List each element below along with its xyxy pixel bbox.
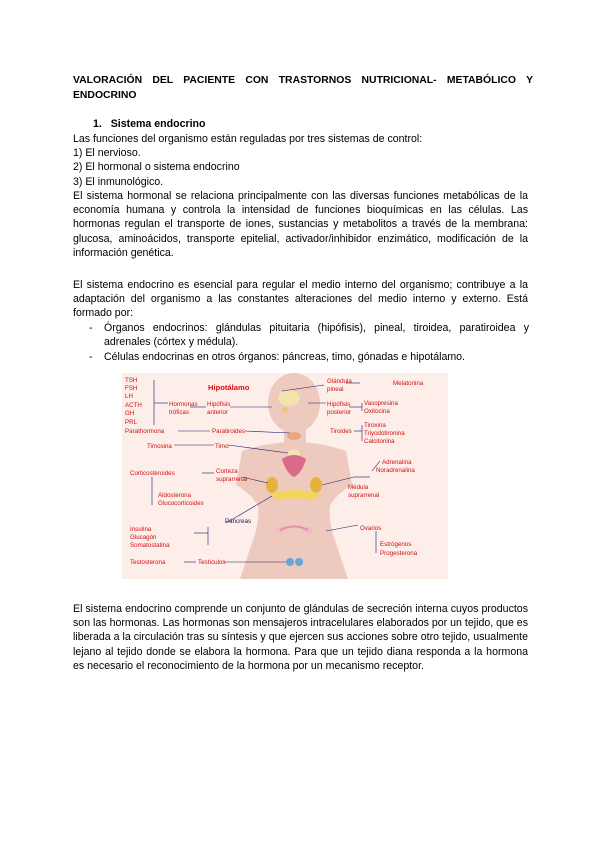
label-tiroides: Tiroides [330,428,352,435]
testicle-right-shape [295,558,303,566]
label-corteza: Corteza [216,468,238,475]
paragraph-hormonal: El sistema hormonal se relaciona principalmente con las diversas funciones metabólicas de la economía humana y controla la intensidad de funciones bioquímicas en las células. Las hormonas regulan el transporte de iones, sustancias y metabolitos a través de la membrana: glucosa, aminoácidos, transporte epitelial, activador/inhibidor enzimático, modificación de la información genética. [73,190,528,259]
label-testiculos: Testículos [198,559,226,566]
label-glucocorticoides: Glucocorticoides [158,500,204,507]
brain-shape [278,390,300,406]
bullet-text: Órganos endocrinos: glándulas pituitaria (hipófisis), pineal, tiroidea, paratiroidea y adrenales (córtex y médula). [104,322,529,349]
label-aldosterona: Aldosterona [158,492,192,499]
label-hipofisis-anterior-2: anterior [207,409,228,416]
label-vasopresina: Vasopresina [364,400,398,407]
label-hormonas: Hormonas [169,401,198,408]
label-timo: Timo [215,443,229,450]
label-glucagon: Glucagón [130,534,157,541]
bullet-item [89,350,529,365]
label-somatostatina: Somatostatina [130,542,170,549]
paragraph-glandulas: El sistema endocrino comprende un conjunto de glándulas de secreción interna cuyos productos son las hormonas. Las hormonas son mensajeros intracelulares elaborados por un tejido, que es liberada a la circulación tras su síntesis y que ejercen sus acciones sobre otro tejido, usualmente lejano al tejido donde se elabora la hormona. Para que un tejido diana responda a la hormona es necesario el reconocimiento de la hormona por un mecanismo receptor. [73,603,528,672]
label-corticosteroides: Corticosteroides [130,470,175,477]
label-suprarrenal: suprarrenal [216,476,248,483]
section-heading [93,118,205,130]
bullet-text: Células endocrinas en otros órganos: páncreas, timo, gónadas e hipotálamo. [104,351,465,363]
label-triyodotironina: Triyodotironina [364,430,405,437]
pituitary-shape [282,407,288,413]
intro-lead: Las funciones del organismo están reguladas por tres sistemas de control: [73,133,423,145]
left-hormone-list [125,377,142,426]
paragraph-endocrino: El sistema endocrino es esencial para regular el medio interno del organismo; contribuye a la adaptación del organismo a las constantes alteraciones del medio interno y externo. Está formado por: [73,279,528,320]
hormone-gh: GH [125,410,135,417]
label-medula-suprarrenal: suprarrenal [348,492,380,499]
label-medula: Médula [348,484,369,491]
label-noradrenalina: Noradrenalina [376,467,415,474]
hormone-tsh: TSH [125,377,138,384]
label-estrogenos: Estrógenos [380,541,412,548]
label-glandula: Glándula [327,378,352,385]
intro-item: 3) El inmunológico. [73,175,164,188]
label-troficas: tróficas [169,409,189,416]
label-pancreas: Páncreas [225,518,252,525]
intro-item: 1) El nervioso. [73,147,141,160]
label-parathormona: Parathormona [125,428,165,435]
adrenal-right-shape [310,477,322,493]
bullet-dash: - [89,322,93,334]
label-insulina: Insulina [130,526,152,533]
bullet-dash: - [89,351,93,363]
hormone-acth: ACTH [125,402,142,409]
intro-item: 2) El hormonal o sistema endocrino [73,161,240,174]
hormone-fsh: FSH [125,385,138,392]
label-oxitocina: Oxitocina [364,408,390,415]
hormone-prl: PRL [125,419,138,426]
label-paratiroides: Paratiroides [212,428,246,435]
label-tiroxina: Tiroxina [364,422,386,429]
label-hipofisis-posterior-1: Hipófisis [327,401,351,408]
testicle-left-shape [286,558,294,566]
endocrine-diagram [122,373,448,579]
hormone-lh: LH [125,393,133,400]
page-title: VALORACIÓN DEL PACIENTE CON TRASTORNOS NUTRICIONAL- METABÓLICO Y ENDOCRINO [73,75,533,101]
label-timosina: Timosina [147,443,172,450]
label-testosterona: Testosterona [130,559,166,566]
label-progesterona: Progesterona [380,550,418,557]
label-hipotalamo: Hipotálamo [208,383,250,392]
bullet-item [89,321,529,350]
label-ovarios: Ovarios [360,525,382,532]
intro-list [73,132,528,189]
adrenal-left-shape [266,477,278,493]
label-calcitonina: Calcitonina [364,438,395,445]
endocrine-diagram-svg [122,373,448,579]
label-hipofisis-anterior-1: Hipófisis [207,401,231,408]
section-number: 1. [93,118,102,130]
section-heading-text: Sistema endocrino [110,118,206,130]
label-adrenalina: Adrenalina [382,459,412,466]
label-melatonina: Melatonina [393,380,424,387]
label-hipofisis-posterior-2: posterior [327,409,352,416]
label-pineal: pineal [327,386,344,393]
